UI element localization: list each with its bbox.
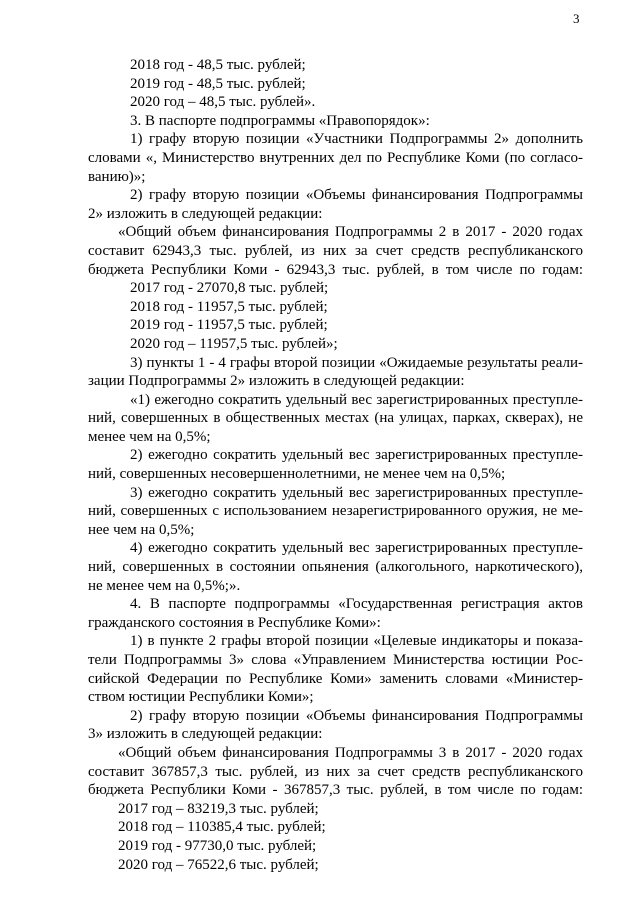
paragraph-line: 2) графу вторую позиции «Объемы финансирования Подпрограммы — [130, 187, 583, 204]
paragraph-line: ний, совершенных в общественных местах (на улицах, парках, скверах), не — [88, 410, 583, 427]
paragraph-line: менее чем на 0,5%; — [88, 428, 211, 445]
paragraph-line: «Общий объем финансирования Подпрограммы 2 в 2017 - 2020 годах — [118, 224, 583, 241]
paragraph-line: 1) графу вторую позиции «Участники Подпрограммы 2» дополнить — [130, 131, 583, 148]
paragraph-line: составит 367857,3 тыс. рублей, из них за счет средств республиканского — [88, 763, 583, 780]
paragraph-line: 2018 год – 110385,4 тыс. рублей; — [118, 819, 326, 836]
paragraph-line: нее чем на 0,5%; — [88, 521, 195, 538]
paragraph-line: зации Подпрограммы 2» изложить в следующей редакции: — [88, 373, 465, 390]
paragraph-line: 3) ежегодно сократить удельный вес зарегистрированных преступле- — [130, 484, 583, 501]
paragraph-line: «Общий объем финансирования Подпрограммы 3 в 2017 - 2020 годах — [118, 744, 583, 761]
paragraph-line: 4) ежегодно сократить удельный вес зарегистрированных преступле- — [130, 540, 583, 557]
paragraph-line: 3) пункты 1 - 4 графы второй позиции «Ожидаемые результаты реали- — [130, 354, 583, 371]
paragraph-line: ний, совершенных несовершеннолетними, не менее чем на 0,5%; — [88, 466, 506, 483]
paragraph-line: тели Подпрограммы 3» слова «Управлением Министерства юстиции Рос- — [88, 652, 583, 668]
paragraph-line: 2019 год - 11957,5 тыс. рублей; — [130, 317, 328, 334]
paragraph-line: ванию)»; — [88, 168, 146, 185]
document-body — [88, 56, 583, 874]
paragraph-line: 2) ежегодно сократить удельный вес зарегистрированных преступле- — [130, 447, 583, 464]
page-number: 3 — [573, 11, 580, 26]
paragraph-line: сийской Федерации по Республике Коми» заменить словами «Министер- — [88, 670, 583, 687]
paragraph-line: бюджета Республики Коми - 62943,3 тыс. рублей, в том числе по годам: — [88, 261, 583, 278]
paragraph-line: ством юстиции Республики Коми»; — [88, 689, 314, 706]
paragraph-line: не менее чем на 0,5%;». — [88, 577, 241, 594]
paragraph-line: 3» изложить в следующей редакции: — [88, 726, 323, 743]
paragraph-line: 2017 год – 83219,3 тыс. рублей; — [118, 800, 319, 817]
paragraph-line: 2020 год – 76522,6 тыс. рублей; — [118, 856, 319, 873]
paragraph-line: 4. В паспорте подпрограммы «Государственная регистрация актов — [130, 596, 583, 613]
paragraph-line: 2» изложить в следующей редакции: — [88, 205, 323, 222]
paragraph-line: 2) графу вторую позиции «Объемы финансирования Подпрограммы — [130, 707, 583, 724]
paragraph-line: ний, совершенных в состоянии опьянения (алкогольного, наркотического), — [88, 559, 583, 576]
paragraph-line: 2020 год – 11957,5 тыс. рублей»; — [130, 335, 338, 352]
paragraph-line: 2018 год - 48,5 тыс. рублей; — [130, 57, 306, 73]
paragraph-line: 1) в пункте 2 графы второй позиции «Целевые индикаторы и показа- — [130, 633, 583, 650]
paragraph-line: 2020 год – 48,5 тыс. рублей». — [130, 94, 316, 111]
paragraph-line: словами «, Министерство внутренних дел по Республике Коми (по согласо- — [88, 149, 583, 166]
paragraph-line: 2019 год - 48,5 тыс. рублей; — [130, 75, 306, 92]
paragraph-line: 2017 год - 27070,8 тыс. рублей; — [130, 280, 329, 297]
paragraph-line: 2018 год - 11957,5 тыс. рублей; — [130, 298, 328, 315]
paragraph-line: ний, совершенных с использованием незарегистрированного оружия, не ме- — [88, 503, 583, 520]
paragraph-line: бюджета Республики Коми - 367857,3 тыс. рублей, в том числе по годам: — [88, 782, 583, 799]
paragraph-line: составит 62943,3 тыс. рублей, из них за счет средств республиканского — [88, 242, 583, 259]
paragraph-line: 2019 год - 97730,0 тыс. рублей; — [118, 837, 317, 854]
paragraph-line: гражданского состояния в Республике Коми»: — [88, 614, 381, 631]
paragraph-line: 3. В паспорте подпрограммы «Правопорядок»: — [130, 112, 430, 129]
paragraph-line: «1) ежегодно сократить удельный вес зарегистрированных преступле- — [130, 391, 583, 408]
